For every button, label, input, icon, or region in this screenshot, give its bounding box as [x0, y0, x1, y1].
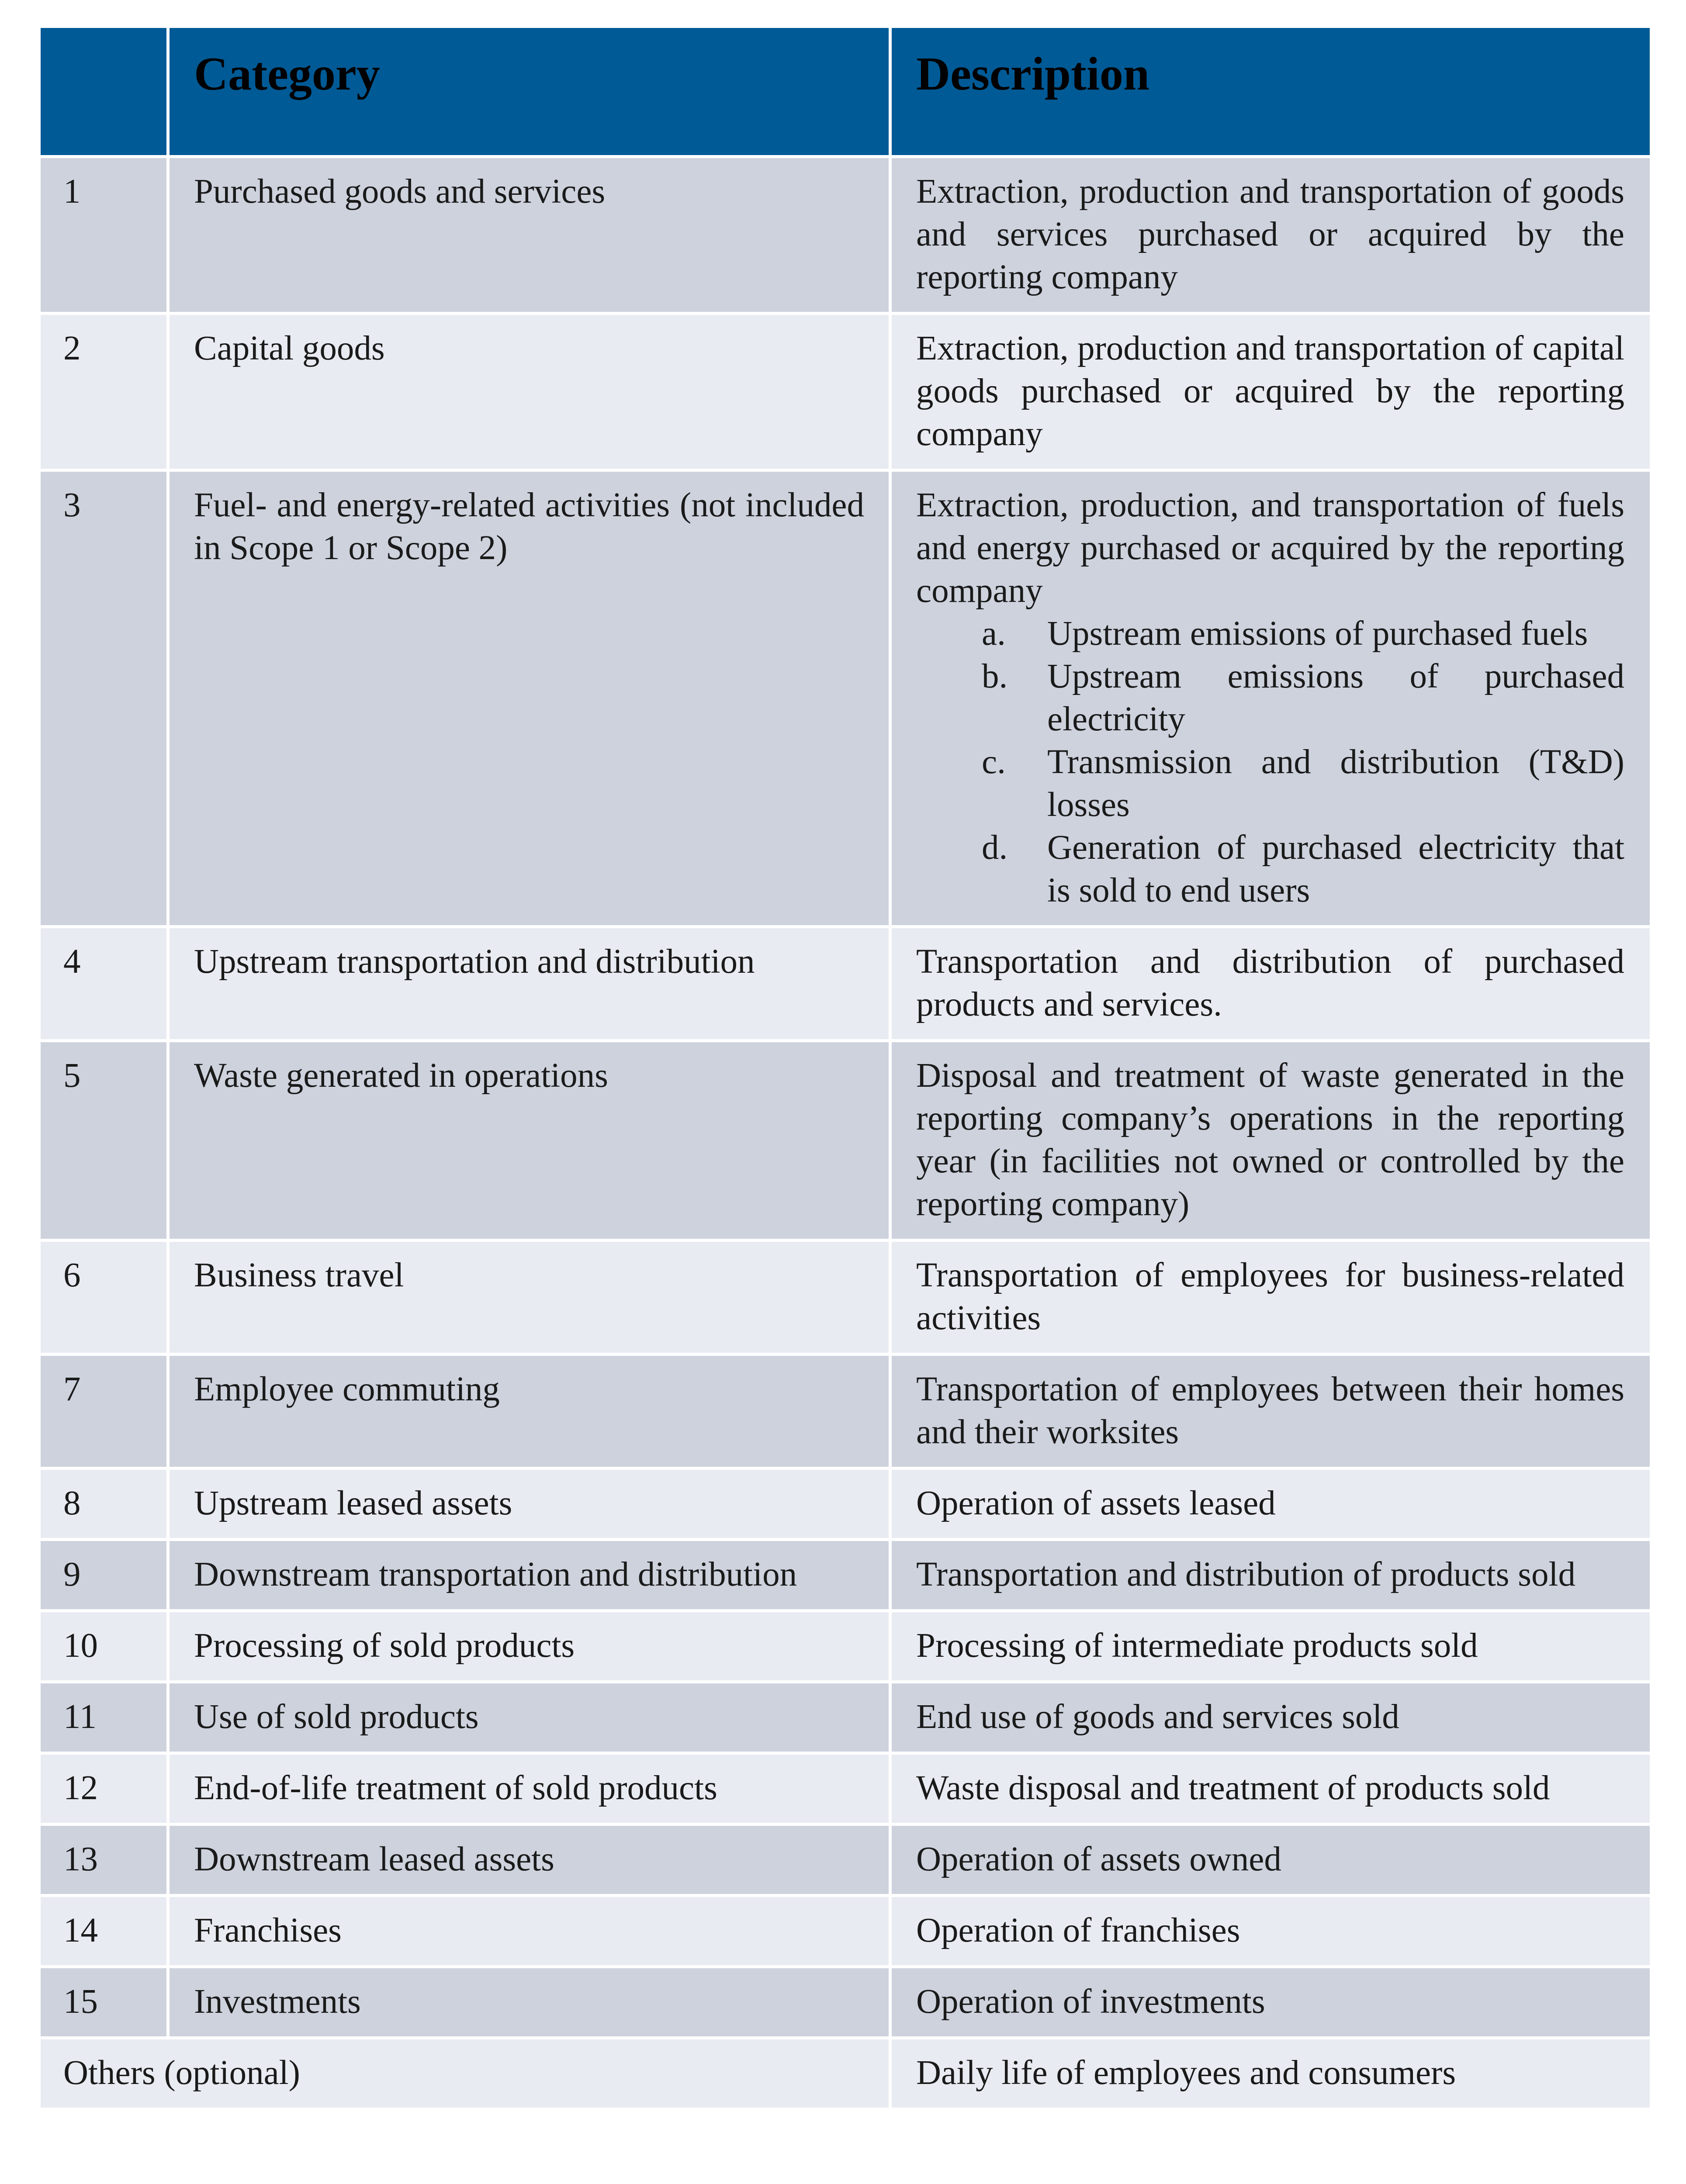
- row-number: 11: [39, 1682, 168, 1753]
- row-description: Extraction, production and transportation of capital goods purchased or acquired by the reporting company: [890, 314, 1651, 470]
- table-row: [39, 1540, 1651, 1611]
- sublist-marker: a.: [982, 615, 1006, 653]
- sublist-text: Generation of purchased electricity that is sold to end users: [1047, 829, 1624, 909]
- table-row: [39, 314, 1651, 470]
- row-number: 2: [39, 314, 168, 470]
- table-row: [39, 470, 1651, 927]
- row-category: Upstream leased assets: [168, 1469, 890, 1540]
- row-number: 4: [39, 927, 168, 1041]
- row-number: 7: [39, 1355, 168, 1469]
- row-description: Extraction, production and transportation of goods and services purchased or acquired by the reporting company: [890, 157, 1651, 314]
- row-category: Fuel- and energy-related activities (not included in Scope 1 or Scope 2): [168, 470, 890, 927]
- table-row: [39, 1241, 1651, 1355]
- sublist-marker: d.: [982, 829, 1008, 867]
- row-number: 1: [39, 157, 168, 314]
- row-category: Franchises: [168, 1896, 890, 1967]
- row-category: Downstream transportation and distribution: [168, 1540, 890, 1611]
- sublist-item: [982, 826, 1624, 912]
- row-number: 13: [39, 1825, 168, 1896]
- row-category: Capital goods: [168, 314, 890, 470]
- row-category: Purchased goods and services: [168, 157, 890, 314]
- row-number: 10: [39, 1611, 168, 1682]
- sublist-item: [982, 612, 1624, 655]
- table-row: [39, 927, 1651, 1041]
- others-label: Others (optional): [39, 2038, 890, 2109]
- row-description: Extraction, production, and transportation of fuels and energy purchased or acquired by the reporting company: [916, 486, 1624, 610]
- table-row: [39, 1753, 1651, 1825]
- row-category: Use of sold products: [168, 1682, 890, 1753]
- row-description: Transportation of employees between their homes and their worksites: [890, 1355, 1651, 1469]
- row-number: 14: [39, 1896, 168, 1967]
- row-description: Operation of assets leased: [890, 1469, 1651, 1540]
- sublist-item: [982, 741, 1624, 826]
- row-description: Transportation and distribution of purchased products and services.: [890, 927, 1651, 1041]
- row-number: 3: [39, 470, 168, 927]
- row-description: Operation of investments: [890, 1967, 1651, 2038]
- row-category: Investments: [168, 1967, 890, 2038]
- sublist-marker: b.: [982, 657, 1008, 695]
- sublist-text: Transmission and distribution (T&D) losses: [1047, 743, 1624, 824]
- row-description-with-subitems: [890, 470, 1651, 927]
- row-category: End-of-life treatment of sold products: [168, 1753, 890, 1825]
- table-row: [39, 1896, 1651, 1967]
- row-category: Business travel: [168, 1241, 890, 1355]
- header-category: Category: [168, 27, 890, 157]
- row-description: Operation of franchises: [890, 1896, 1651, 1967]
- row-category: Employee commuting: [168, 1355, 890, 1469]
- table-row: [39, 1825, 1651, 1896]
- description-sublist: [916, 612, 1624, 912]
- row-category: Upstream transportation and distribution: [168, 927, 890, 1041]
- row-description: End use of goods and services sold: [890, 1682, 1651, 1753]
- row-number: 12: [39, 1753, 168, 1825]
- row-category: Downstream leased assets: [168, 1825, 890, 1896]
- row-category: Waste generated in operations: [168, 1041, 890, 1241]
- others-description: Daily life of employees and consumers: [890, 2038, 1651, 2109]
- scope3-categories-table-wrapper: [38, 25, 1650, 2111]
- sublist-text: Upstream emissions of purchased fuels: [1047, 615, 1588, 653]
- table-row: [39, 1682, 1651, 1753]
- table-header: [39, 27, 1651, 157]
- sublist-marker: c.: [982, 743, 1006, 781]
- header-row: [39, 27, 1651, 157]
- row-description: Transportation of employees for business-related activities: [890, 1241, 1651, 1355]
- row-description: Transportation and distribution of products sold: [890, 1540, 1651, 1611]
- table-row: [39, 1355, 1651, 1469]
- row-description: Operation of assets owned: [890, 1825, 1651, 1896]
- table-body: [39, 157, 1651, 2109]
- row-number: 15: [39, 1967, 168, 2038]
- table-row: [39, 1469, 1651, 1540]
- sublist-text: Upstream emissions of purchased electricity: [1047, 657, 1624, 738]
- row-description: Waste disposal and treatment of products sold: [890, 1753, 1651, 1825]
- row-description: Disposal and treatment of waste generated in the reporting company’s operations in the reporting year (in facilities not owned or controlled by the reporting company): [890, 1041, 1651, 1241]
- header-number: [39, 27, 168, 157]
- header-description: Description: [890, 27, 1651, 157]
- row-number: 8: [39, 1469, 168, 1540]
- row-number: 9: [39, 1540, 168, 1611]
- row-description: Processing of intermediate products sold: [890, 1611, 1651, 1682]
- table-row: [39, 1967, 1651, 2038]
- row-number: 6: [39, 1241, 168, 1355]
- row-category: Processing of sold products: [168, 1611, 890, 1682]
- table-row: [39, 1041, 1651, 1241]
- table-row: [39, 157, 1651, 314]
- table-row: [39, 1611, 1651, 1682]
- scope3-categories-table: [38, 25, 1653, 2111]
- sublist-item: [982, 655, 1624, 741]
- table-row-others: [39, 2038, 1651, 2109]
- row-number: 5: [39, 1041, 168, 1241]
